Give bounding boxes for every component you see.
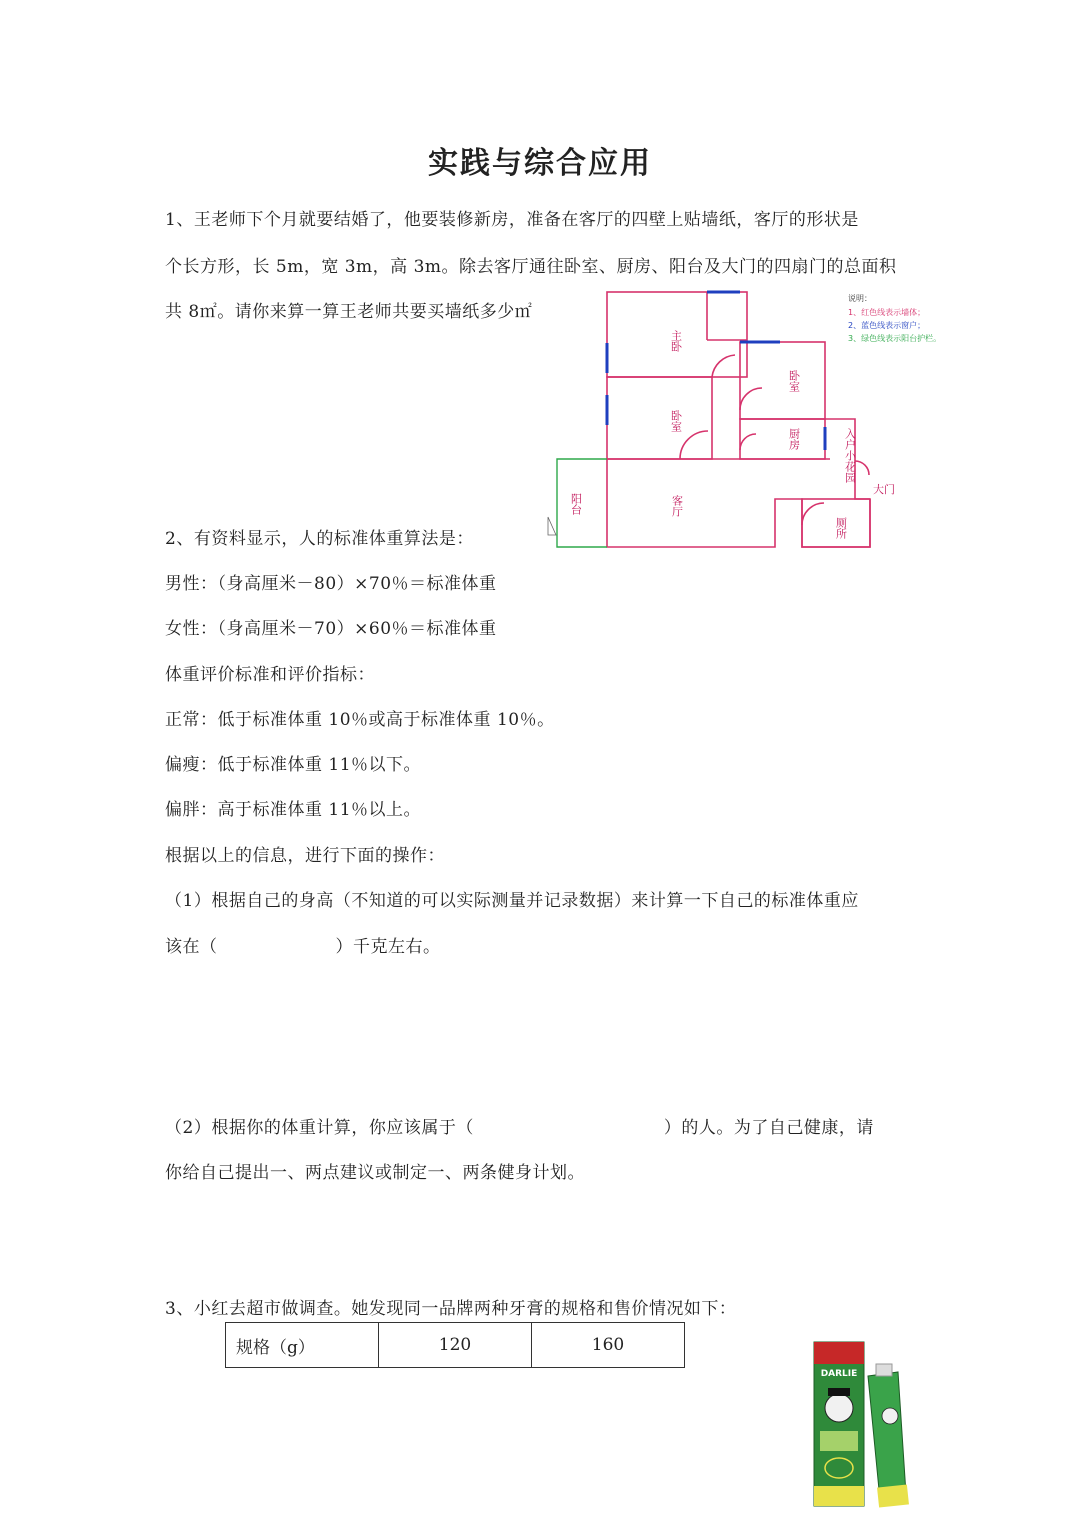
table-header-cell: 规格（g） — [226, 1323, 379, 1368]
q2-male-formula: 男性：（身高厘米－80）×70％＝标准体重 — [165, 574, 497, 594]
q2-sub1-line-1: （1）根据自己的身高（不知道的可以实际测量并记录数据）来计算一下自己的标准体重应 — [165, 891, 859, 911]
q2-normal: 正常：低于标准体重 10％或高于标准体重 10％。 — [165, 710, 555, 730]
table-cell: 120 — [379, 1323, 532, 1368]
room-bedroom-right: 卧室 — [787, 370, 801, 392]
q2-intro: 2、有资料显示，人的标准体重算法是： — [165, 529, 474, 549]
q2-sub1-prefix: 该在（ — [165, 937, 218, 957]
page-title: 实践与综合应用 — [428, 146, 652, 181]
q1-line-2: 个长方形，长 5m，宽 3m，高 3m。除去客厅通往卧室、厨房、阳台及大门的四扇门的总面积 — [165, 257, 897, 277]
table-row — [226, 1323, 685, 1368]
balcony-door-icon — [548, 517, 556, 535]
q2-thin: 偏瘦：低于标准体重 11％以下。 — [165, 755, 422, 775]
label-main-door: 大门 — [873, 483, 895, 496]
q1-line-1: 1、王老师下个月就要结婚了，他要装修新房，准备在客厅的四壁上贴墙纸，客厅的形状是 — [165, 210, 859, 230]
room-entry-garden: 入户小花园 — [843, 428, 857, 483]
q2-sub1-line-2 — [165, 932, 441, 957]
q2-instruction: 根据以上的信息，进行下面的操作： — [165, 846, 445, 866]
room-balcony: 阳台 — [569, 493, 583, 515]
table-cell: 160 — [532, 1323, 685, 1368]
q2-criteria-title: 体重评价标准和评价指标： — [165, 665, 375, 685]
brand-label: DARLIE — [820, 1369, 858, 1379]
q3-intro: 3、小红去超市做调查。她发现同一品牌两种牙膏的规格和售价情况如下： — [165, 1299, 737, 1319]
toothpaste-image — [806, 1336, 926, 1512]
q1-line-3: 共 8㎡。请你来算一算王老师共要买墙纸多少㎡ — [165, 302, 533, 322]
q2-sub1-suffix: ）千克左右。 — [335, 937, 441, 957]
floor-plan — [540, 285, 980, 560]
room-living: 客厅 — [670, 495, 684, 517]
legend-item-walls: 1、红色线表示墙体； — [848, 308, 926, 317]
room-toilet: 厕所 — [834, 517, 848, 539]
mascot-icon — [825, 1394, 853, 1422]
legend-title: 说明： — [848, 294, 872, 303]
q2-fat: 偏胖：高于标准体重 11％以上。 — [165, 800, 422, 820]
q2-sub2-line-2: 你给自己提出一、两点建议或制定一、两条健身计划。 — [165, 1163, 585, 1183]
q2-sub2-prefix: （2）根据你的体重计算，你应该属于（ — [165, 1118, 474, 1138]
spec-table — [225, 1322, 685, 1368]
q2-sub2-suffix: ）的人。为了自己健康，请 — [663, 1118, 874, 1138]
room-bedroom-left: 卧室 — [669, 410, 683, 432]
q2-sub2-line-1 — [165, 1113, 874, 1138]
legend-item-windows: 2、蓝色线表示窗户； — [848, 321, 926, 330]
legend-item-railing: 3、绿色线表示阳台护栏。 — [848, 334, 942, 343]
room-kitchen: 厨房 — [787, 428, 801, 450]
walls — [607, 292, 870, 547]
room-master: 主卧 — [669, 330, 683, 352]
q2-female-formula: 女性：（身高厘米－70）×60％＝标准体重 — [165, 619, 497, 639]
